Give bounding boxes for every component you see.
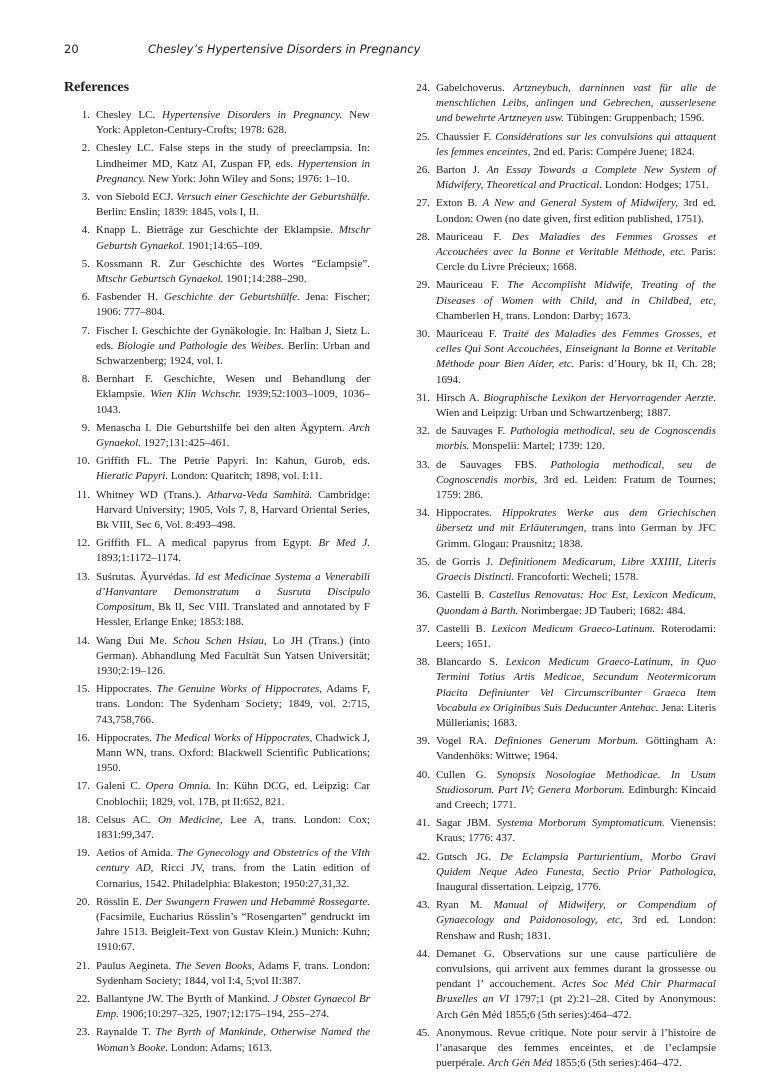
reference-text	[436, 81, 716, 127]
reference-item	[404, 655, 716, 731]
reference-text	[436, 327, 716, 388]
reference-item	[404, 506, 716, 552]
reference-text	[436, 230, 716, 276]
reference-title-italic: Lexicon Medicum Graeco-Latinum.	[491, 622, 656, 635]
reference-text-segment: Paris: Cercle du Livre Précieux; 1668.	[436, 246, 716, 274]
reference-text-segment: Hippocrates.	[96, 683, 157, 696]
reference-item	[64, 895, 370, 956]
running-header	[64, 42, 724, 60]
reference-number: 42.	[416, 850, 430, 863]
page-number: 20	[64, 42, 79, 56]
reference-text-segment: Sagar JBM.	[436, 817, 497, 830]
reference-text-segment: Demanet G. Observations sur une cause particulière de convulsions, qui arrivent aux femmes durant la grossesse ou pendant l’ accouchement.	[436, 947, 716, 991]
reference-number: 23.	[76, 1026, 90, 1039]
reference-item	[404, 850, 716, 896]
reference-text-segment: de Sauvages FBS.	[436, 458, 551, 471]
reference-text-segment: Fasbender H.	[96, 291, 165, 304]
reference-text	[436, 850, 716, 896]
reference-text	[96, 488, 370, 534]
reference-item	[64, 223, 370, 253]
reference-item	[64, 634, 370, 680]
reference-number: 1.	[81, 109, 90, 121]
reference-text-segment: Griffith FL. The Petrie Papyri. In: Kahun, Gurob, eds.	[96, 455, 370, 468]
reference-item	[404, 196, 716, 226]
reference-text	[96, 372, 370, 418]
reference-title-italic: Opera Omnia.	[145, 780, 212, 793]
reference-item	[404, 1026, 716, 1072]
reference-text-segment: London: Hodges; 1751.	[602, 179, 710, 192]
reference-number: 34.	[416, 507, 430, 520]
reference-title-italic: De Eclampsia Parturientium, Morbo Gravi Quidem Neque Adeo Funesta, Sectio Prior Pathologica,	[436, 850, 716, 878]
reference-item	[64, 141, 370, 187]
reference-text-segment: Berlin: Enslin; 1839: 1845, vols I, II.	[96, 206, 259, 219]
reference-title-italic: Wien Klin Wchschr.	[150, 388, 242, 401]
reference-text-segment: Gabelchoverus.	[436, 82, 514, 94]
reference-title-italic: Hypertension in Pregnancy.	[96, 157, 370, 185]
reference-number: 15.	[76, 683, 90, 696]
reference-number: 39.	[416, 735, 430, 748]
reference-number: 4.	[81, 224, 90, 237]
reference-text-segment: Bk II, Sec VIII. Translated and annotated by F Hessler, Erlange Enke; 1853:188.	[96, 601, 370, 629]
reference-title-italic: Lexicon Medicum Graeco-Latinum, in Quo Termini Totius Artis Medicae, Secundum Neotermicorum Placita Definiunter Vel Circumscribunter Graeca Item Vocabula ex Originibus Suis Deducunter Antehac.	[436, 656, 716, 714]
reference-text-segment: Ryan M.	[436, 899, 494, 912]
reference-text	[96, 959, 370, 989]
reference-text-segment: Mauriceau F.	[436, 279, 508, 292]
reference-text-segment: 1906;10:297–325, 1907;12:175–194, 255–274.	[118, 1008, 330, 1021]
reference-number: 22.	[76, 992, 90, 1005]
reference-text-segment: Hippocrates.	[96, 731, 155, 744]
reference-item	[404, 622, 716, 652]
reference-text-segment: Adams F, trans. London: Sydenham Society; 1844, vol I:4, 5;vol II:387.	[96, 959, 371, 987]
reference-number: 37.	[416, 622, 430, 635]
reference-number: 21.	[76, 959, 90, 972]
reference-text-segment: Wien and Leipzig: Urban und Schwartzenberg; 1887.	[436, 407, 671, 420]
reference-title-italic: Pathologia methodical, seu de Cognoscendis morbis,	[436, 458, 716, 486]
reference-text	[96, 570, 370, 631]
reference-title-italic: Geschichte der Geburtshülfe.	[164, 291, 300, 304]
reference-number: 18.	[76, 813, 90, 826]
reference-title-italic: Considérations sur les convulsions qui attaquent les femmes enceintes,	[436, 130, 716, 158]
reference-title-italic: The Accomplisht Midwife, Treating of the Diseases of Women with Child, and in Childbed, etc,	[436, 279, 716, 307]
reference-text-segment: 1901;14:288–290.	[223, 273, 307, 286]
reference-text	[96, 536, 370, 566]
reference-text-segment: Barton J.	[436, 164, 487, 177]
reference-text-segment: de Gorris J.	[436, 555, 499, 568]
reference-item	[404, 163, 716, 193]
reference-text-segment: Paris: d’Houry, bk II, Ch. 28; 1694.	[436, 358, 716, 386]
reference-item	[404, 458, 716, 504]
reference-text-segment: Francoforti: Wecheli; 1578.	[514, 571, 639, 584]
reference-text-segment: Wang Dui Me.	[96, 634, 173, 647]
reference-text	[436, 163, 716, 193]
reference-text-segment: Cambridge: Harvard University; 1905, Vols 7, 8, Harvard Oriental Series, Bk VIII, Sec 6, Vol. 8:493–498.	[96, 488, 371, 532]
reference-text	[96, 846, 370, 892]
reference-text	[96, 324, 370, 370]
reference-text-segment: Galeni C.	[96, 780, 146, 793]
references-heading: References	[64, 80, 130, 95]
reference-item	[64, 536, 370, 566]
reference-number: 26.	[416, 164, 430, 177]
reference-text-segment: Mauriceau F.	[436, 230, 512, 243]
reference-item	[404, 391, 716, 421]
reference-text	[436, 768, 716, 814]
reference-title-italic: A New and General System of Midwifery,	[482, 197, 679, 210]
reference-item	[64, 813, 370, 843]
reference-number: 41.	[416, 817, 430, 830]
reference-title-italic: Actes Soc Méd Chir Pharmacal Bruxelles an VI	[436, 978, 716, 1006]
reference-item	[64, 421, 370, 451]
reference-column-right	[404, 81, 716, 1074]
reference-item	[404, 555, 716, 585]
reference-text-segment: Paulus Aegineta.	[96, 959, 175, 972]
reference-number: 38.	[416, 656, 430, 669]
reference-item	[404, 768, 716, 814]
reference-text	[96, 108, 370, 138]
reference-item	[404, 588, 716, 618]
reference-text-segment: Rösslin E.	[96, 895, 146, 908]
reference-title-italic: Der Swangern Frawen und Hebammè Rossegarte.	[145, 895, 370, 908]
reference-title-italic: J Obstet Gynaecol Br Emp.	[96, 992, 371, 1021]
reference-number: 28.	[416, 230, 430, 243]
reference-item	[404, 947, 716, 1023]
reference-text	[436, 130, 716, 160]
reference-title-italic: An Essay Towards a Complete New System of Midwifery, Theoretical and Practical.	[436, 164, 716, 192]
reference-title-italic: Des Maladies des Femmes Grosses et Accouchées avec la Bonne et Veritable Méthode, etc.	[436, 230, 716, 259]
reference-column-left	[64, 108, 370, 1059]
reference-item	[404, 278, 716, 324]
reference-title-italic: Id est Medicinae Systema a Venerabili d’Hanvantare Demonstratum a Susruta Discipulo Compositum,	[96, 570, 370, 614]
reference-text-segment: Menascha I. Die Geburtshilfe bei den alten Ägyptern.	[96, 421, 350, 434]
reference-text-segment: 1893;1:1172–1174.	[96, 552, 182, 565]
reference-item	[404, 816, 716, 846]
reference-text-segment: Ballantyne JW. The Byrth of Mankind.	[96, 992, 274, 1005]
reference-title-italic: Mtschr Geburtsch Gynaekol.	[96, 273, 224, 286]
reference-title-italic: The Medical Works of Hippocrates,	[154, 731, 313, 744]
reference-title-italic: Artzneybuch, darninnen vast für alle de menschlichen Leibs, anlingen und Gebrechen, ausserlesene und bewehrte Artzneyen usw.	[436, 82, 716, 125]
reference-text	[96, 779, 370, 809]
reference-text	[436, 555, 716, 585]
reference-title-italic: Systema Morborum Symptomaticum.	[496, 817, 665, 830]
reference-text-segment: Berlin: Urban and Schwarzenberg; 1924, vol. I.	[96, 339, 370, 368]
reference-item	[404, 734, 716, 764]
reference-item	[64, 959, 370, 989]
reference-text-segment: Jena: Fischer; 1906: 777–804.	[96, 291, 370, 319]
reference-text-segment: Exton B.	[436, 197, 483, 210]
reference-number: 32.	[416, 425, 430, 438]
reference-number: 36.	[416, 589, 430, 602]
reference-text	[96, 223, 370, 253]
reference-title-italic: Biographische Lexikon der Hervorragender Aerzte.	[483, 391, 716, 404]
reference-item	[64, 454, 370, 484]
reference-title-italic: Definitionem Medicarum, Libre XXIIII, Literis Graecis Distincti.	[436, 555, 716, 584]
reference-text	[436, 424, 716, 454]
reference-text-segment: Gutsch JG.	[436, 850, 501, 863]
reference-item	[64, 257, 370, 287]
reference-text-segment: In: Kühn DCG, ed. Leipzig: Car Cnoblochii; 1829, vol. 17B, pt II:652, 821.	[96, 780, 370, 808]
reference-text-segment: Kossmann R. Zur Geschichte des Wortes “Eclampsie”.	[96, 257, 370, 270]
reference-text-segment: Inaugural dissertation. Leipzig, 1776.	[436, 880, 601, 893]
reference-number: 9.	[81, 421, 90, 434]
reference-text-segment: Griffith FL. A medical papyrus from Egypt.	[96, 537, 319, 550]
reference-item	[64, 570, 370, 631]
reference-text	[96, 190, 370, 220]
reference-number: 27.	[416, 197, 430, 210]
reference-text	[96, 682, 370, 728]
reference-text	[436, 278, 716, 324]
reference-text-segment: Lee A, trans. London: Cox; 1831:99,347.	[96, 813, 371, 841]
reference-text-segment: Edinburgh: Kincaid and Creech; 1771.	[436, 783, 717, 811]
reference-text-segment: Chesley LC.	[96, 109, 163, 121]
reference-number: 2.	[81, 142, 90, 155]
reference-text-segment: Suśrutas. Ăyurvédas.	[96, 570, 195, 583]
reference-text-segment: Göttingham A: Vandenhöks: Wittwe; 1964.	[436, 735, 716, 763]
reference-number: 31.	[416, 391, 430, 404]
reference-title-italic: Manual of Midwifery, or Compendium of Gynaecology and Paidonosology, etc,	[436, 899, 716, 927]
reference-item	[64, 108, 370, 138]
reference-text-segment: (Facsimile, Eucharius Rösslin’s “Rosengarten” gendruckt im Jahre 1513. Beigleit-Text von Gustav Klein.) Munich: Kuhn; 1910:67.	[96, 910, 370, 954]
reference-number: 7.	[81, 324, 90, 337]
reference-item	[64, 992, 370, 1022]
reference-text-segment: Knapp L. Bieträge zur Geschichte der Eklampsie.	[96, 224, 339, 237]
reference-text	[436, 816, 716, 846]
reference-text	[96, 421, 370, 451]
running-title: Chesley’s Hypertensive Disorders in Pregnancy	[148, 42, 421, 56]
reference-item	[64, 372, 370, 418]
reference-text	[436, 588, 716, 618]
reference-text	[96, 731, 370, 777]
reference-text-segment: Hirsch A.	[436, 391, 484, 404]
reference-item	[64, 731, 370, 777]
reference-text-segment: New York: Appleton-Century-Crofts; 1978: 628.	[96, 109, 370, 137]
reference-number: 19.	[76, 847, 90, 860]
reference-item	[64, 779, 370, 809]
reference-item	[404, 230, 716, 276]
reference-text-segment: Mauriceau F.	[436, 328, 503, 341]
reference-text-segment: Vogel RA.	[436, 735, 495, 748]
reference-text-segment: Chesley LC. False steps in the study of preeclampsia. In: Lindheimer MD, Katz AI, Zuspan FP, eds.	[96, 142, 370, 170]
reference-text-segment: New York: John Wiley and Sons; 1976: 1–10.	[145, 172, 350, 185]
reference-text-segment: Chadwick J, Mann WN, trans. Oxford: Blackwell Scientific Publications; 1950.	[96, 731, 370, 775]
reference-title-italic: Schou Schen Hsiau,	[172, 634, 267, 647]
reference-number: 43.	[416, 899, 430, 912]
reference-text-segment: 2nd ed. Paris: Compére Juene; 1824.	[530, 145, 695, 158]
reference-text	[436, 898, 716, 944]
reference-text	[436, 196, 716, 226]
reference-title-italic: The Byrth of Mankinde, Otherwise Named the Woman’s Booke.	[96, 1026, 370, 1054]
reference-text-segment: Ricci JV, trans. from the Latin edition of Cornarius, 1542. Philadelphia: Blakeston; 1950:27,31,32.	[96, 862, 370, 890]
reference-number: 10.	[76, 455, 90, 468]
reference-text-segment: 3rd ed. London: Renshaw and Rush; 1831.	[436, 914, 716, 942]
reference-text-segment: Blancardo S.	[436, 656, 506, 669]
reference-text-segment: Aetios of Amida.	[96, 847, 177, 860]
reference-text-segment: de Sauvages F.	[436, 425, 510, 438]
reference-text-segment: Castelli B.	[436, 589, 489, 602]
reference-title-italic: Hypertensive Disorders in Pregnancy.	[162, 109, 343, 121]
reference-number: 20.	[76, 895, 90, 908]
reference-title-italic: Versuch einer Geschichte der Geburtshülfe.	[176, 191, 370, 204]
reference-item	[404, 327, 716, 388]
reference-title-italic: Pathologia methodical, seu de Cognoscendis morbis.	[436, 425, 717, 453]
reference-text	[96, 813, 370, 843]
reference-title-italic: Arch Gynaekol.	[96, 421, 370, 450]
reference-title-italic: Definiones Generum Morbum.	[494, 735, 639, 748]
reference-title-italic: The Seven Books,	[174, 959, 255, 972]
reference-item	[64, 290, 370, 320]
reference-item	[64, 324, 370, 370]
reference-number: 30.	[416, 328, 430, 341]
reference-text	[436, 622, 716, 652]
reference-item	[64, 846, 370, 892]
reference-text-segment: Cullen G.	[436, 768, 497, 781]
reference-number: 6.	[81, 291, 90, 304]
reference-text-segment: Hippocrates.	[436, 507, 502, 520]
reference-text	[96, 141, 370, 187]
reference-text-segment: Norimbergae: JD Tauberi; 1682: 484.	[518, 604, 686, 617]
reference-text-segment: Celsus AC.	[96, 813, 158, 826]
reference-text	[436, 655, 716, 731]
reference-text-segment: Adams F, trans. London: The Sydenham Society; 1849, vol. 2:715, 743,758,766.	[96, 683, 370, 726]
reference-text	[436, 458, 716, 504]
reference-number: 12.	[76, 537, 90, 550]
reference-title-italic: Hippokrates Werke aus dem Griechischen übersetz und mit Erläuterungen,	[436, 507, 717, 535]
reference-text-segment: 1855;6 (5th series):464–472.	[552, 1057, 682, 1070]
reference-number: 29.	[416, 279, 430, 292]
reference-title-italic: Hieratic Papyri.	[96, 470, 169, 483]
reference-text-segment: 1797;1 (pt 2):21–28. Cited by Anonymous: Arch Gén Méd 1855;6 (5th series):464–472.	[436, 993, 716, 1021]
reference-item	[404, 898, 716, 944]
reference-text-segment: London: Quaritch; 1898, vol. I:11.	[168, 470, 323, 483]
reference-number: 24.	[416, 82, 430, 94]
reference-text-segment: Vienensis: Kraus; 1776: 437.	[436, 817, 716, 845]
reference-text	[96, 895, 370, 956]
reference-text-segment: Bernhart F. Geschichte, Wesen und Behandlung der Eklampsie.	[96, 373, 370, 401]
reference-item	[64, 190, 370, 220]
reference-text-segment: Raynalde T.	[96, 1026, 156, 1039]
reference-text	[436, 947, 716, 1023]
reference-text	[96, 1025, 370, 1055]
reference-text-segment: Fischer I. Geschichte der Gynäkologie. In: Halban J, Sietz L. eds.	[96, 324, 370, 352]
reference-text-segment: Whitney WD (Trans.).	[96, 488, 208, 501]
reference-number: 44.	[416, 947, 430, 960]
reference-title-italic: Atharva-Veda Samhitä.	[207, 488, 313, 501]
reference-text-segment: Roterodami: Leers; 1651.	[436, 622, 716, 650]
reference-text	[96, 257, 370, 287]
reference-title-italic: On Medicine,	[157, 813, 223, 826]
reference-number: 13.	[76, 570, 90, 583]
reference-number: 14.	[76, 634, 90, 647]
reference-text	[96, 634, 370, 680]
reference-text	[96, 454, 370, 484]
reference-text	[436, 734, 716, 764]
reference-title-italic: Mtschr Geburtsh Gynaekol.	[96, 224, 370, 252]
reference-title-italic: The Gynecology and Obstetrics of the VIth century AD,	[96, 847, 370, 875]
reference-title-italic: Biologie und Pathologie des Weibes.	[117, 339, 284, 352]
reference-title-italic: Br Med J.	[318, 537, 370, 550]
reference-title-italic: Castellus Renovatus: Hoc Est, Lexicon Medicum, Quondam à Barth.	[436, 589, 716, 617]
reference-text-segment: 3rd ed. London: Owen (no date given, first edition published, 1751).	[436, 197, 716, 225]
reference-number: 11.	[76, 488, 90, 501]
reference-text-segment: Castelli B.	[436, 622, 492, 635]
reference-item	[404, 81, 716, 127]
reference-number: 5.	[81, 257, 90, 270]
reference-text-segment: Lo JH (Trans.) (into German). Abhandlung Med Facultät Sun Yatsen Universität; 1930;2:19–126.	[96, 634, 370, 677]
reference-text-segment: Tübingen: Gruppenbach; 1596.	[563, 112, 705, 125]
reference-text-segment: London: Adams; 1613.	[168, 1041, 272, 1054]
reference-item	[64, 1025, 370, 1055]
reference-item	[64, 488, 370, 534]
reference-item	[404, 130, 716, 160]
reference-number: 33.	[416, 458, 430, 471]
reference-number: 40.	[416, 768, 430, 781]
reference-item	[404, 424, 716, 454]
reference-number: 45.	[416, 1026, 430, 1039]
reference-title-italic: Traité des Maladies des Femmes Grosses, et celles Qui Sont Accouchées, Einseignant la Bonne et Veritable Méthode pour Bien Aider, etc.	[436, 328, 716, 371]
reference-text-segment: Chamberlen H, trans. London: Darby; 1673.	[436, 309, 631, 322]
reference-item	[64, 682, 370, 728]
reference-text-segment: Jena: Literis Müllerianis; 1683.	[436, 701, 716, 729]
reference-text	[436, 506, 716, 552]
reference-text-segment: 1927;131:425–461.	[140, 437, 230, 450]
reference-text-segment: Anonymous. Revue critique. Note pour servir à l’histoire de l’anasarque des femmes enceintes, et de l’eclampsie puerpérale.	[436, 1026, 716, 1070]
reference-title-italic: Arch Gén Méd	[487, 1057, 553, 1070]
reference-text	[96, 992, 370, 1022]
reference-title-italic: The Genuine Works of Hippocrates,	[156, 683, 323, 696]
reference-text	[436, 1026, 716, 1072]
reference-number: 17.	[76, 780, 90, 793]
reference-text-segment: 1939;52:1003–1009, 1036–1043.	[96, 388, 370, 416]
reference-text-segment: Monspelii: Martel; 1739: 120.	[469, 440, 605, 453]
reference-number: 8.	[81, 373, 90, 386]
reference-number: 35.	[416, 555, 430, 568]
reference-text-segment: Chaussier F.	[436, 130, 496, 143]
reference-number: 25.	[416, 130, 430, 143]
reference-title-italic: Synopsis Nosologiae Methodicae. In Usum Studiosorum. Part IV; Genera Morborum.	[436, 768, 716, 796]
reference-text	[436, 391, 716, 421]
reference-text	[96, 290, 370, 320]
reference-text-segment: 1901;14:65–109.	[184, 239, 263, 252]
reference-number: 16.	[76, 731, 90, 744]
reference-text-segment: von Siebold ECJ.	[96, 191, 177, 204]
reference-text-segment: 3rd ed. Leiden: Fratum de Tournes; 1759: 286.	[436, 473, 717, 502]
reference-number: 3.	[81, 191, 90, 204]
reference-text-segment: trans into German by JFC Grimm. Glogau: Prausnitz; 1838.	[436, 522, 716, 550]
